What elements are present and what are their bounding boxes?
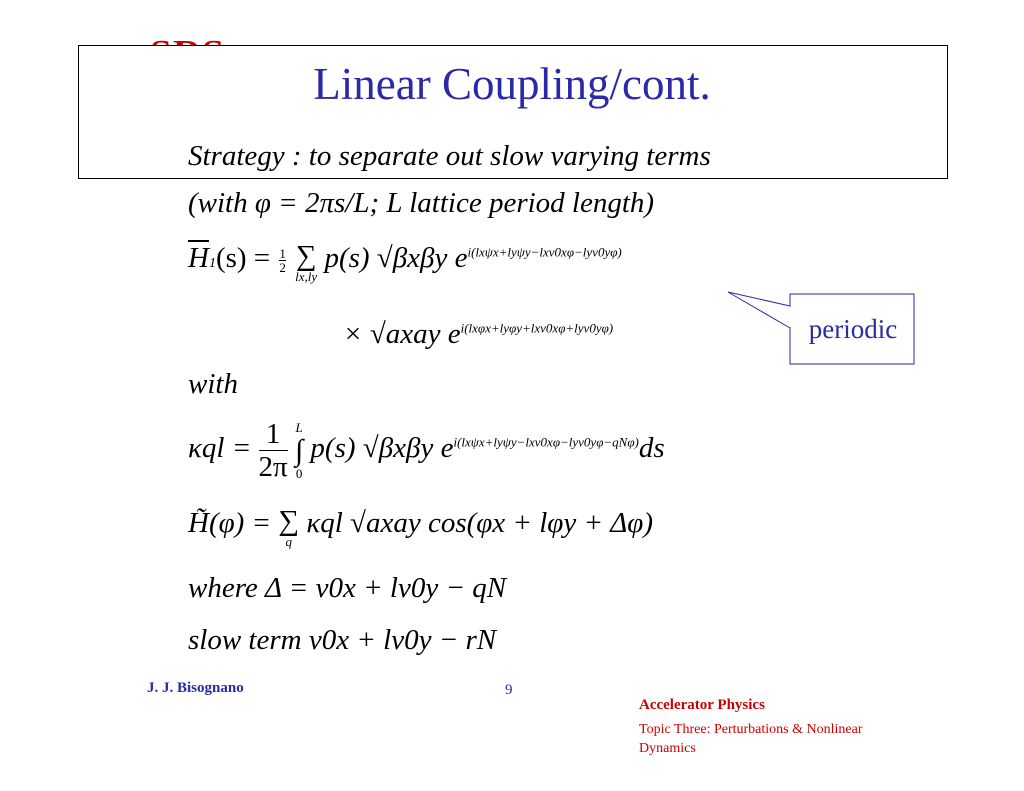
- period-line: (with φ = 2πs/L; L lattice period length): [188, 187, 655, 219]
- h1-equation: [188, 242, 622, 284]
- slow-term-line: slow term ν0x + lν0y − rN: [188, 624, 497, 656]
- page-number: 9: [505, 682, 513, 698]
- kappa-lhs: κql =: [188, 432, 259, 465]
- htilde-rhs: κql √axay cos(φx + lφy + Δφ): [306, 507, 654, 539]
- integral-operator: L ∫ 0: [294, 419, 304, 481]
- with-label: with: [188, 368, 238, 400]
- h1-subscript: 1: [208, 256, 216, 271]
- kappa-exponent: i(lxψx+lyψy−lxν0xφ−lyν0yφ−qNφ): [453, 434, 639, 450]
- htilde-equation: [188, 507, 653, 549]
- kappa-ds: ds: [638, 432, 665, 465]
- footer-course: Accelerator Physics: [639, 697, 765, 713]
- h1-rhs-2: × √axay e: [343, 318, 461, 350]
- half-fraction: $\frac{1}{2}$: [279, 245, 286, 275]
- h1-exponent: i(lxψx+lyψy−lxν0xφ−lyν0yφ): [467, 244, 622, 260]
- kappa-rhs: p(s) √βxβy e: [310, 432, 454, 465]
- where-line: where Δ = ν0x + lν0y − qN: [188, 572, 507, 604]
- page-title: Linear Coupling/cont.: [313, 59, 711, 109]
- h1-symbol: $\overline{H}$: [188, 242, 209, 274]
- kappa-equation: [188, 418, 665, 483]
- h1-rhs: p(s) √βxβy e: [324, 242, 468, 274]
- h1-exponent-2: i(lxφx+lyφy+lxν0xφ+lyν0yφ): [460, 320, 614, 336]
- sum-operator: ∑ lx,ly: [295, 240, 318, 284]
- strategy-line: Strategy : to separate out slow varying terms: [188, 140, 711, 172]
- htilde-lhs: H̃(φ) =: [188, 507, 279, 539]
- footer-author: J. J. Bisognano: [147, 680, 244, 696]
- kappa-fraction: $\frac{1}{2\pi}$: [258, 418, 288, 483]
- footer-topic: Topic Three: Perturbations & Nonlinear Dynamics: [639, 722, 863, 756]
- h1-equation-cont: [343, 318, 613, 351]
- htilde-sum: ∑ q: [278, 505, 300, 549]
- periodic-callout: periodic: [808, 314, 898, 344]
- h1-argument: (s) =: [215, 242, 278, 274]
